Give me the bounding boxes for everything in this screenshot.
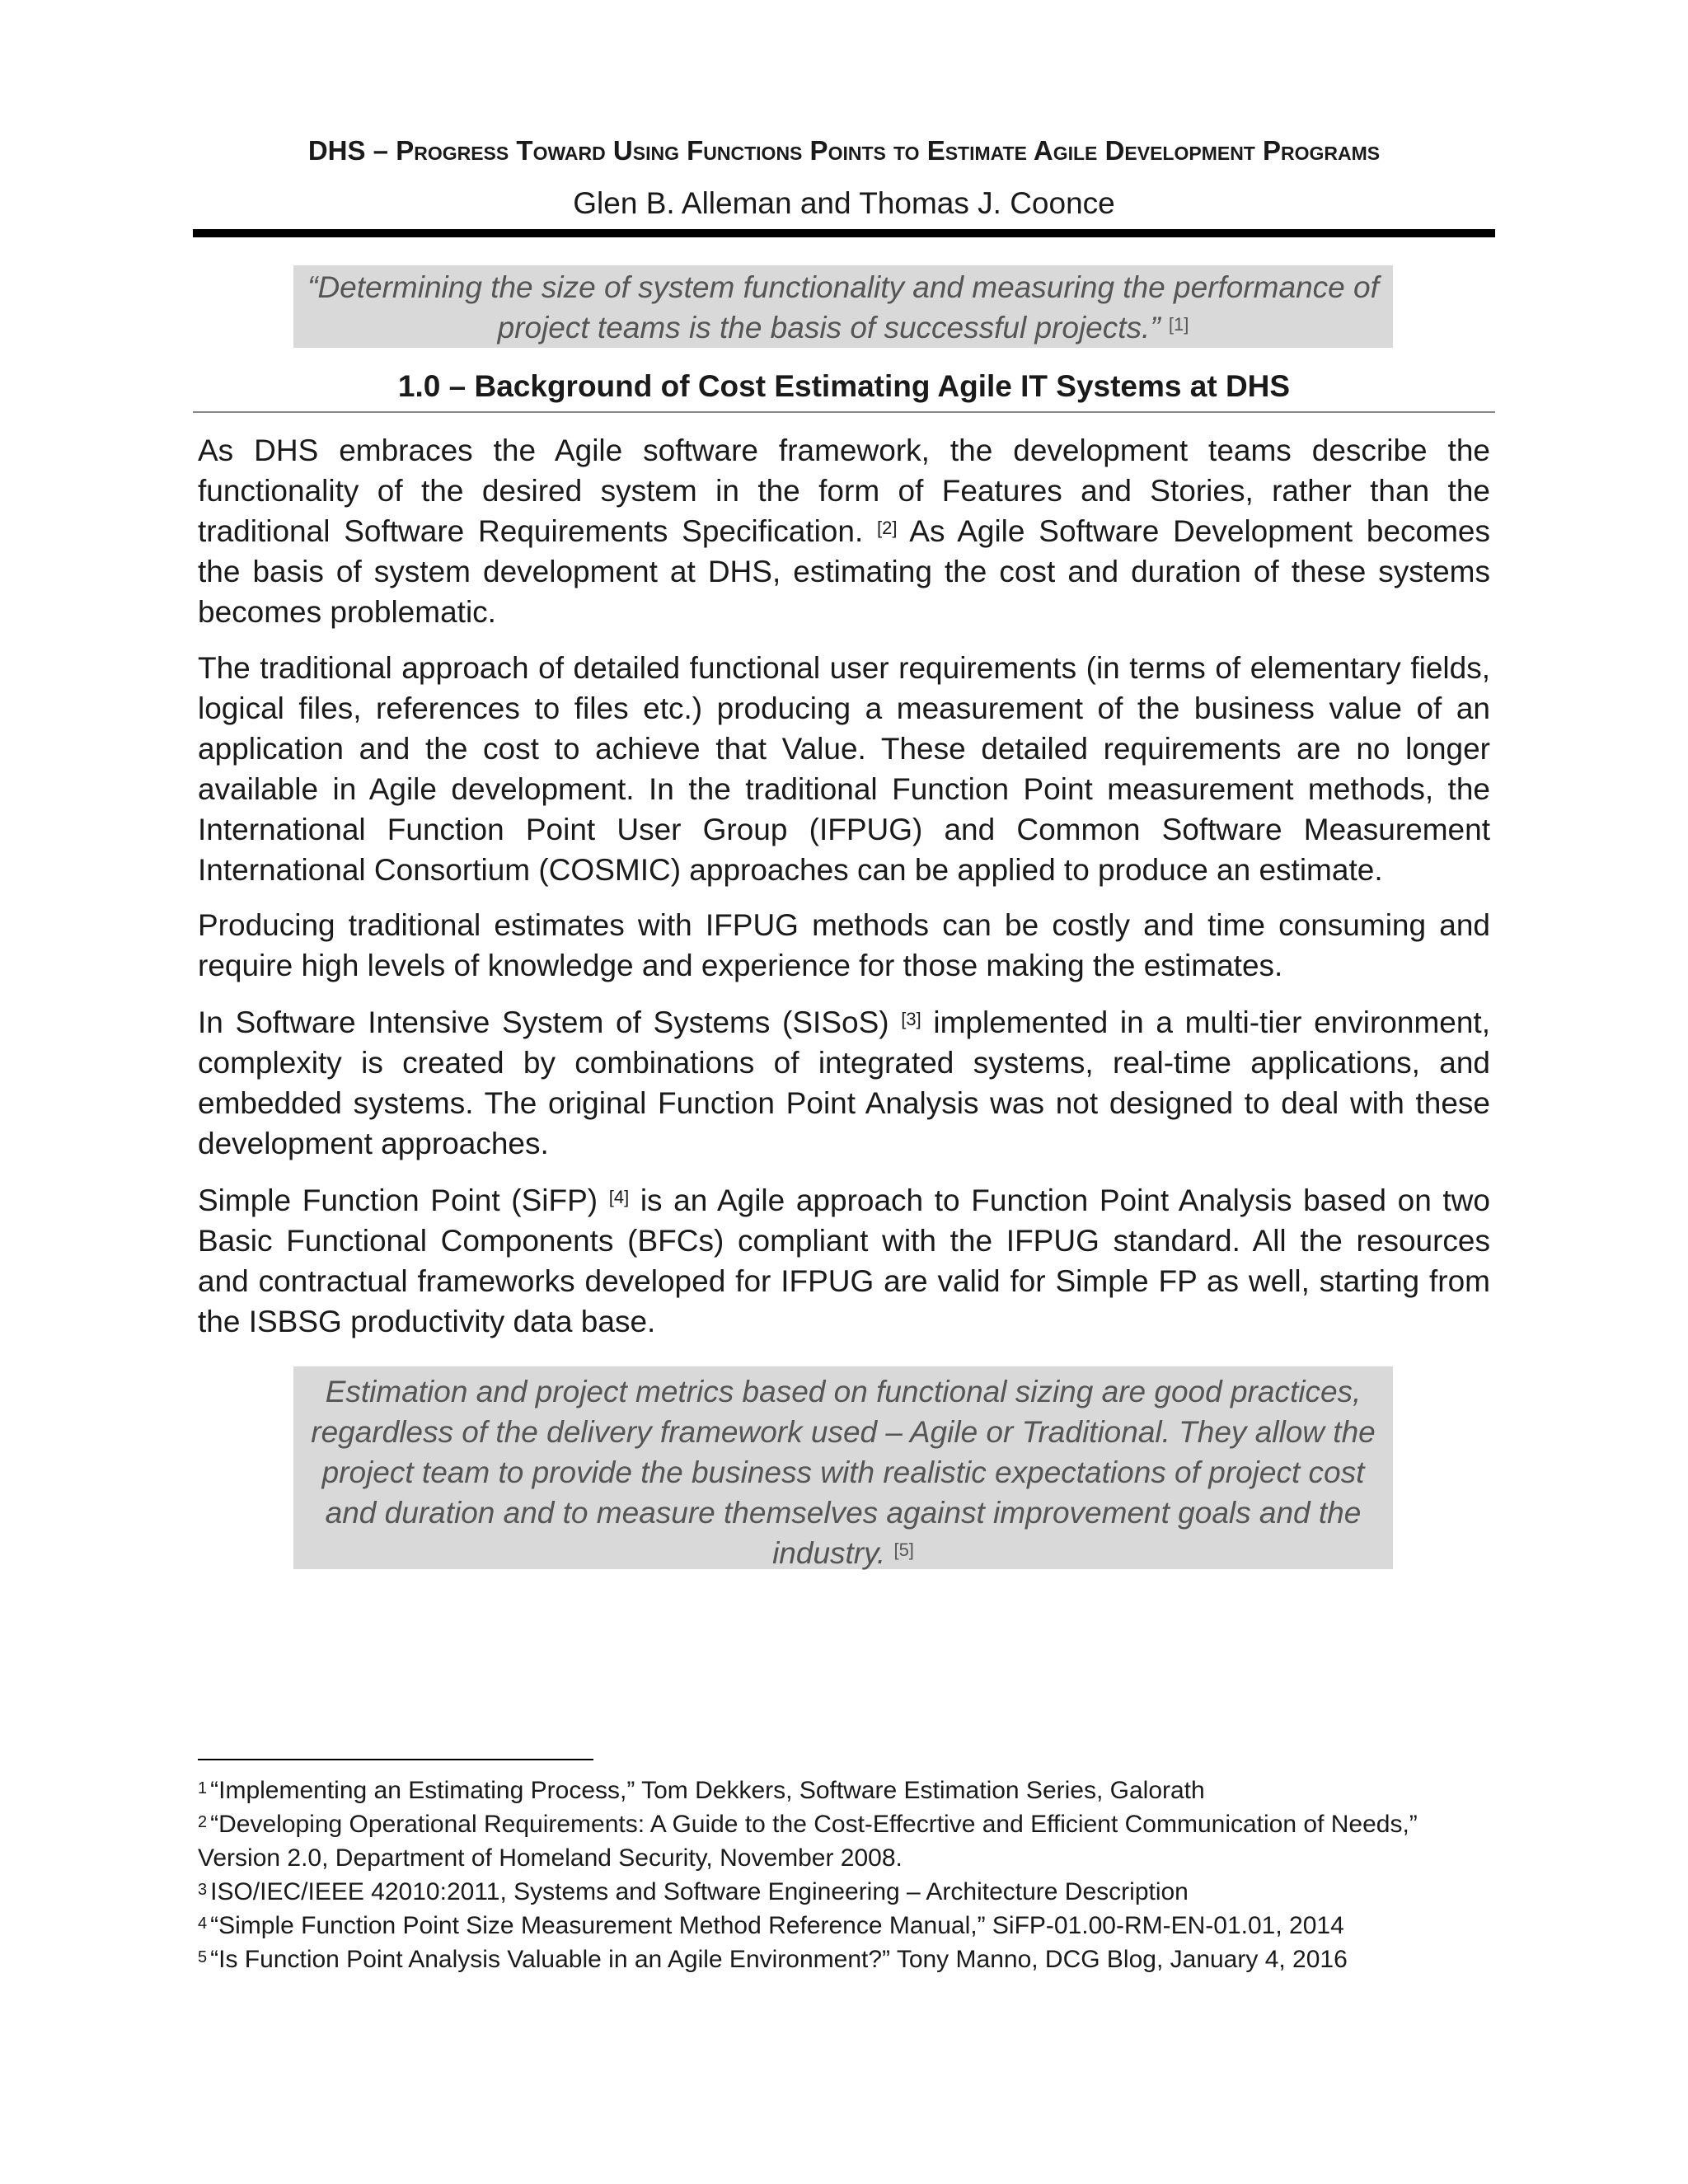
- section-heading: 1.0 – Background of Cost Estimating Agile IT Systems at DHS: [397, 369, 1291, 403]
- paragraph-4: [198, 1002, 1490, 1164]
- footnote-4-text: “Simple Function Point Size Measurement Method Reference Manual,” SiFP-01.00-RM-EN-01.01, 2014: [210, 1912, 1344, 1939]
- footnote-3-number: 3: [198, 1881, 208, 1899]
- footnote-2-text: “Developing Operational Requirements: A Guide to the Cost-Effecrtive and Efficient Communication of Needs,”: [210, 1811, 1418, 1838]
- paragraph-1: [198, 430, 1490, 632]
- footnote-5: [198, 1943, 1484, 1976]
- pull-quote: [293, 265, 1393, 348]
- paragraph-4-part-b: implemented in a multi-tier environment, complexity is created by combinations of integrated systems, real-time applications, and embedded systems. The original Function Point Analysis was not designed to deal with these development approaches.: [198, 1005, 1490, 1160]
- footnote-divider: [198, 1759, 593, 1760]
- paragraph-1-part-b: As Agile Software Development becomes the basis of system development at DHS, estimating the cost and duration of these systems becomes problematic.: [198, 514, 1491, 629]
- footnote-1-text: “Implementing an Estimating Process,” Tom Dekkers, Software Estimation Series, Galorath: [210, 1777, 1205, 1804]
- footnote-4: [198, 1909, 1484, 1943]
- title-lead: DHS –: [307, 135, 396, 166]
- footnote-5-text: “Is Function Point Analysis Valuable in an Agile Environment?” Tony Manno, DCG Blog, January 4, 2016: [210, 1946, 1348, 1973]
- footnote-5-number: 5: [198, 1948, 208, 1966]
- citation-2: [2]: [877, 518, 898, 538]
- callout-quote-text: Estimation and project metrics based on functional sizing are good practices, regardless of the delivery framework used – Agile or Traditional. They allow the project team to provide the business with realistic expectations of project cost and duration and to measure themselves against improvement goals and the industry.: [311, 1375, 1376, 1570]
- citation-3: [3]: [901, 1009, 921, 1029]
- paragraph-3: Producing traditional estimates with IFPUG methods can be costly and time consuming and require high levels of knowledge and experience for those making the estimates.: [198, 908, 1490, 982]
- pull-quote-ref: [1]: [1168, 314, 1189, 335]
- paragraph-5: [198, 1180, 1490, 1342]
- pull-quote-text: “Determining the size of system functionality and measuring the performance of project teams is the basis of successful projects.”: [307, 270, 1379, 344]
- authors: Glen B. Alleman and Thomas J. Coonce: [573, 186, 1115, 220]
- section-divider: [193, 411, 1495, 413]
- callout-quote: [293, 1366, 1393, 1569]
- title-rest: Progress Toward Using Functions Points to Estimate Agile Development Programs: [396, 135, 1381, 166]
- paragraph-4-part-a: In Software Intensive System of Systems (SISoS): [198, 1005, 889, 1039]
- paragraph-1-part-a: As DHS embraces the Agile software framework, the development teams describe the functionality of the desired system in the form of Features and Stories, rather than the traditional Software Requirements Specification.: [198, 434, 1490, 548]
- document-title: [193, 135, 1495, 166]
- paragraph-2: The traditional approach of detailed functional user requirements (in terms of elementary fields, logical files, references to files etc.) producing a measurement of the business value of an application and the cost to achieve that Value. These detailed requirements are no longer available in Agile development. In the traditional Function Point measurement methods, the International Function Point User Group (IFPUG) and Common Software Measurement International Consortium (COSMIC) approaches can be applied to produce an estimate.: [198, 651, 1490, 887]
- title-divider: [193, 229, 1495, 237]
- citation-4: [4]: [608, 1187, 630, 1207]
- footnote-1-number: 1: [198, 1779, 208, 1797]
- footnote-3-text: ISO/IEC/IEEE 42010:2011, Systems and Software Engineering – Architecture Description: [210, 1878, 1189, 1905]
- footnote-2-continuation: Version 2.0, Department of Homeland Security, November 2008.: [198, 1844, 903, 1872]
- footnote-2-number: 2: [198, 1813, 208, 1831]
- footnote-2: [198, 1807, 1484, 1841]
- paragraph-5-part-a: Simple Function Point (SiFP): [198, 1183, 598, 1217]
- footnote-4-number: 4: [198, 1915, 208, 1933]
- footnotes: [198, 1774, 1484, 1976]
- footnote-3: [198, 1875, 1484, 1909]
- paragraph-5-part-b: is an Agile approach to Function Point Analysis based on two Basic Functional Components (BFCs) compliant with the IFPUG standard. All the resources and contractual frameworks developed for IFPUG are valid for Simple FP as well, starting from the ISBSG productivity data base.: [198, 1183, 1490, 1338]
- callout-quote-ref: [5]: [893, 1540, 914, 1560]
- footnote-1: [198, 1774, 1484, 1807]
